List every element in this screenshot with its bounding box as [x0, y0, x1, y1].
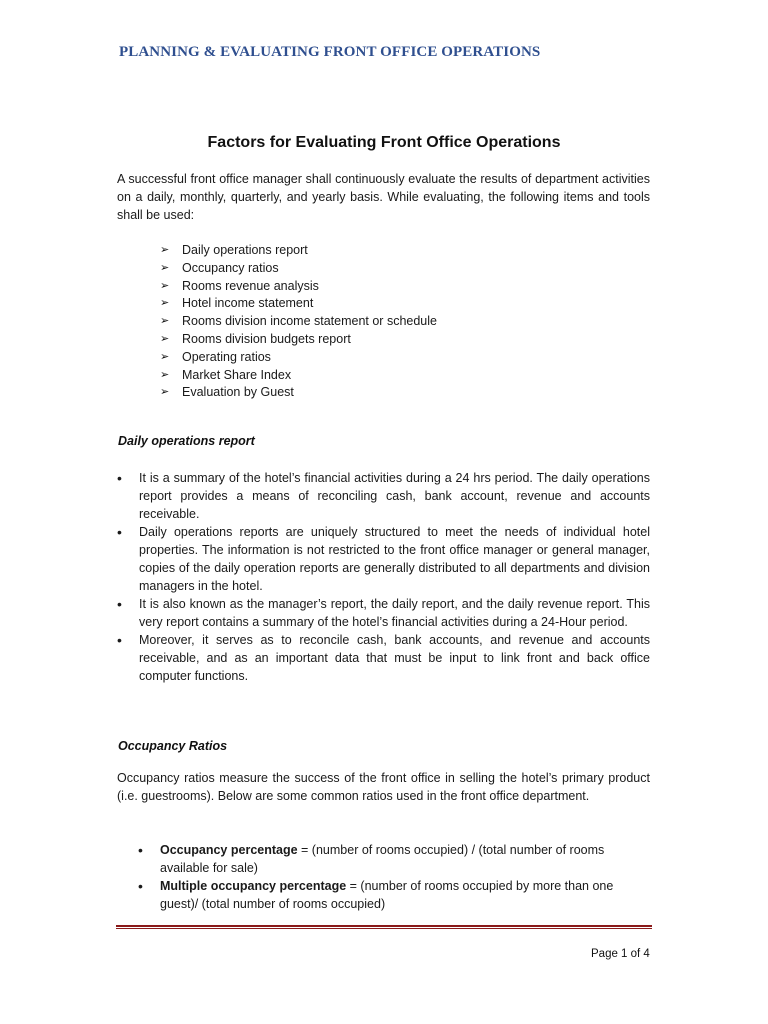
ratio-definition: = (number of rooms occupied by more than one guest)/ (total number of rooms occupied): [160, 879, 614, 911]
list-item: • It is also known as the manager’s report, the daily report, and the daily revenue report. This very report contains a summary of the hotel’s financial activities during a 24-Hour period.: [117, 596, 650, 629]
arrow-bullet-icon: ➢: [160, 297, 170, 310]
list-item: • It is a summary of the hotel’s financial activities during a 24 hrs period. The daily operations report provides a means of reconciling cash, bank account, revenue and accounts receivable.: [117, 470, 650, 521]
ratio-term: Occupancy percentage: [160, 843, 298, 857]
occupancy-intro-paragraph: Occupancy ratios measure the success of the front office in selling the hotel’s primary product (i.e. guestrooms). Below are some common ratios used in the front office department.: [117, 771, 650, 803]
list-item: [138, 841, 638, 877]
bullet-icon: •: [138, 842, 143, 858]
bullet-icon: •: [117, 524, 122, 540]
list-item: ➢ Occupancy ratios: [160, 260, 437, 278]
running-header: PLANNING & EVALUATING FRONT OFFICE OPERATIONS: [119, 44, 541, 60]
tools-list: [160, 242, 437, 402]
list-item: ➢ Evaluation by Guest: [160, 384, 437, 402]
intro-paragraph: A successful front office manager shall continuously evaluate the results of department activities on a daily, monthly, quarterly, and yearly basis. While evaluating, the following items and tools shall be used:: [117, 172, 650, 222]
arrow-bullet-icon: ➢: [160, 244, 170, 256]
list-item: ➢ Rooms revenue analysis: [160, 278, 437, 296]
page-title: Factors for Evaluating Front Office Operations: [207, 134, 561, 151]
list-item: • Moreover, it serves as to reconcile cash, bank accounts, and revenue and accounts receivable, and as an important data that must be input to link front and back office computer functions.: [117, 632, 650, 683]
arrow-bullet-icon: ➢: [160, 332, 170, 345]
arrow-bullet-icon: ➢: [160, 368, 170, 381]
bullet-icon: •: [117, 470, 122, 486]
daily-operations-list: [117, 469, 650, 685]
bullet-icon: •: [117, 596, 122, 612]
daily-operations-heading: Daily operations report: [118, 434, 255, 448]
list-item: ➢ Hotel income statement: [160, 295, 437, 313]
list-item: ➢ Daily operations report: [160, 242, 437, 260]
ratios-list: [138, 841, 638, 913]
page-number: Page 1 of 4: [591, 948, 650, 960]
list-item: ➢ Operating ratios: [160, 349, 437, 367]
list-item: • Daily operations reports are uniquely structured to meet the needs of individual hotel properties. The information is not restricted to the front office manager or general manager, copies of the daily operation reports are generally distributed to all departments and division managers in the hotel.: [117, 524, 650, 593]
list-item: ➢ Rooms division budgets report: [160, 331, 437, 349]
ratio-term: Multiple occupancy percentage: [160, 879, 347, 893]
ratio-definition: = (number of rooms occupied) / (total number of rooms available for sale): [160, 843, 605, 875]
list-item: ➢ Rooms division income statement or schedule: [160, 313, 437, 331]
bullet-icon: •: [117, 632, 122, 648]
arrow-bullet-icon: ➢: [160, 386, 170, 399]
occupancy-ratios-heading: Occupancy Ratios: [118, 739, 228, 753]
arrow-bullet-icon: ➢: [160, 315, 170, 328]
bullet-icon: •: [138, 878, 143, 894]
list-item: ➢ Market Share Index: [160, 367, 437, 385]
list-item: [138, 877, 638, 913]
arrow-bullet-icon: ➢: [160, 261, 170, 274]
arrow-bullet-icon: ➢: [160, 279, 170, 292]
arrow-bullet-icon: ➢: [160, 350, 170, 363]
footer-divider: [116, 925, 652, 929]
